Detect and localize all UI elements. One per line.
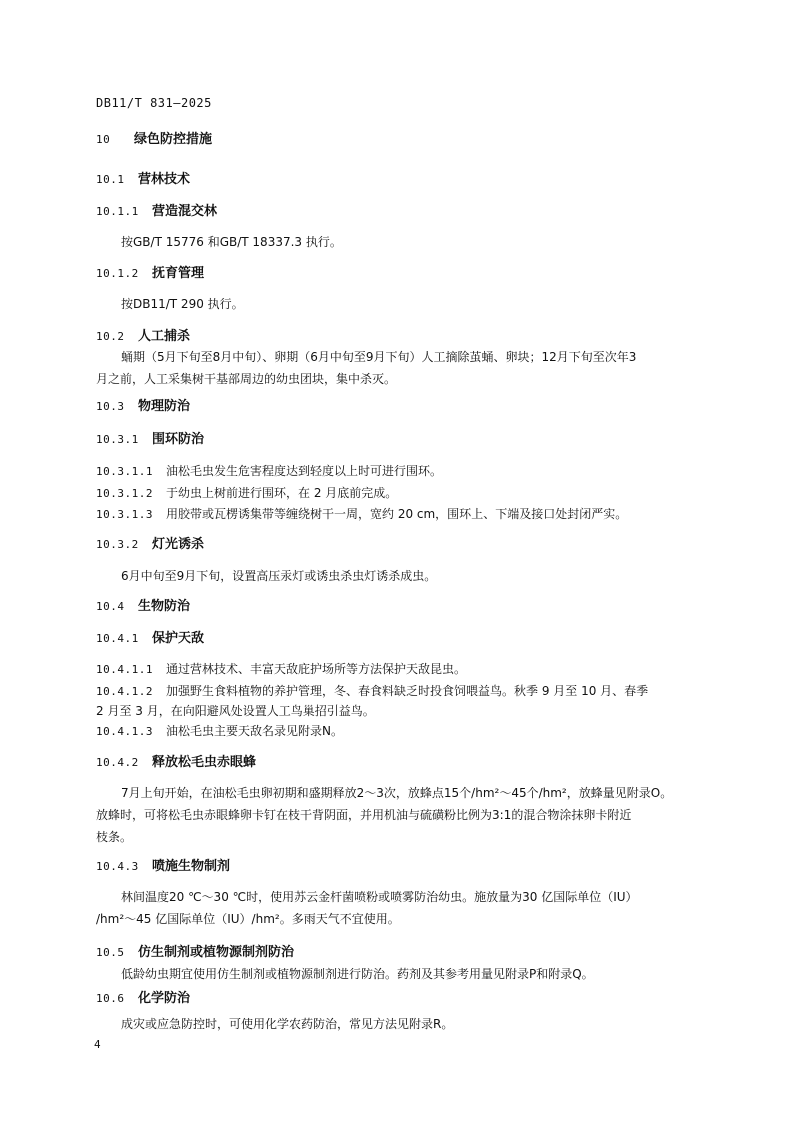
- clause-text: 油松毛虫发生危害程度达到轻度以上时可进行围环。: [166, 464, 443, 478]
- clause-number: 10.3.1.1: [96, 465, 153, 478]
- section-10-4-3-text-line2: /hm²～45 亿国际单位（IU）/hm²。多雨天气不宜使用。: [96, 912, 400, 926]
- section-10-3-2-heading: [96, 536, 204, 554]
- clause-10-4-1-1: [96, 660, 466, 679]
- section-10-5-text: 低龄幼虫期宜使用仿生制剂或植物源制剂进行防治。药剂及其参考用量见附录P和附录Q。: [121, 967, 594, 981]
- clause-10-4-1-2-line2: 2 月至 3 月，在向阳避风处设置人工鸟巢招引益鸟。: [96, 704, 375, 718]
- section-10-4-3-heading: [96, 858, 230, 876]
- section-10-1-1-text: 按GB/T 15776 和GB/T 18337.3 执行。: [121, 235, 342, 249]
- section-10-5-heading: [96, 944, 294, 962]
- section-number: 10.4.1: [96, 632, 139, 645]
- section-10-2-text-line1: 蛹期（5月下旬至8月中旬）、卵期（6月中旬至9月下旬）人工摘除茧蛹、卵块；12月下旬至次年3: [121, 350, 637, 364]
- section-10-3-heading: [96, 398, 190, 416]
- section-number: 10.6: [96, 992, 125, 1005]
- clause-number: 10.3.1.2: [96, 487, 153, 500]
- section-title: 灯光诱杀: [152, 537, 205, 552]
- clause-10-4-1-3: [96, 722, 343, 741]
- section-number: 10: [96, 133, 111, 146]
- section-number: 10.3.1: [96, 433, 139, 446]
- section-10-4-2-text-line1: 7月上旬开始，在油松毛虫卵初期和盛期释放2～3次，放蜂点15个/hm²～45个/hm²，放蜂量见附录O。: [121, 786, 673, 800]
- clause-number: 10.3.1.3: [96, 508, 153, 521]
- section-10-1-2-heading: [96, 265, 204, 283]
- clause-text: 通过营林技术、丰富天敌庇护场所等方法保护天敌昆虫。: [166, 662, 467, 676]
- section-10-2-text-line2: 月之前，人工采集树干基部周边的幼虫团块，集中杀灭。: [96, 372, 397, 386]
- section-number: 10.1: [96, 173, 125, 186]
- section-10-4-2-text-line3: 枝条。: [96, 830, 133, 844]
- section-10-3-2-text: 6月中旬至9月下旬，设置高压汞灯或诱虫杀虫灯诱杀成虫。: [121, 569, 437, 583]
- section-number: 10.5: [96, 946, 125, 959]
- section-title: 生物防治: [138, 599, 191, 614]
- clause-text: 于幼虫上树前进行围环，在 2 月底前完成。: [166, 486, 398, 500]
- section-title: 抚育管理: [152, 266, 205, 281]
- section-number: 10.3.2: [96, 538, 139, 551]
- clause-10-3-1-1: [96, 462, 442, 481]
- section-10-3-1-heading: [96, 431, 204, 449]
- section-10-4-heading: [96, 598, 190, 616]
- section-10-4-2-text-line2: 放蜂时，可将松毛虫赤眼蜂卵卡钉在枝干背阴面，并用机油与硫磺粉比例为3:1的混合物涂抹卵卡附近: [96, 808, 632, 822]
- clause-10-4-1-2: [96, 682, 648, 701]
- section-10-1-heading: [96, 171, 190, 189]
- section-title: 围环防治: [152, 432, 205, 447]
- section-10-heading: [96, 131, 212, 149]
- section-number: 10.1.2: [96, 267, 139, 280]
- clause-number: 10.4.1.3: [96, 725, 153, 738]
- section-title: 绿色防控措施: [134, 132, 213, 147]
- section-number: 10.2: [96, 330, 125, 343]
- section-number: 10.4.2: [96, 756, 139, 769]
- section-number: 10.4.3: [96, 860, 139, 873]
- section-10-4-2-heading: [96, 754, 256, 772]
- section-title: 营造混交林: [152, 204, 218, 219]
- section-number: 10.1.1: [96, 205, 139, 218]
- section-number: 10.4: [96, 600, 125, 613]
- clause-10-3-1-2: [96, 484, 397, 503]
- section-title: 化学防治: [138, 991, 191, 1006]
- page-number: 4: [94, 1038, 102, 1051]
- section-10-1-1-heading: [96, 203, 217, 221]
- clause-text: 用胶带或瓦楞诱集带等缠绕树干一周，宽约 20 cm，围环上、下端及接口处封闭严实。: [166, 507, 628, 521]
- doc-code: DB11/T 831—2025: [96, 96, 212, 110]
- section-10-2-heading: [96, 328, 190, 346]
- section-title: 释放松毛虫赤眼蜂: [152, 755, 257, 770]
- clause-text: 加强野生食料植物的养护管理，冬、春食料缺乏时投食饲喂益鸟。秋季 9 月至 10 月、春季: [166, 684, 649, 698]
- section-title: 仿生制剂或植物源制剂防治: [138, 945, 295, 960]
- section-title: 物理防治: [138, 399, 191, 414]
- clause-text: 油松毛虫主要天敌名录见附录N。: [166, 724, 343, 738]
- section-10-4-1-heading: [96, 630, 204, 648]
- section-title: 保护天敌: [152, 631, 205, 646]
- section-title: 营林技术: [138, 172, 191, 187]
- clause-number: 10.4.1.2: [96, 685, 153, 698]
- section-number: 10.3: [96, 400, 125, 413]
- section-10-1-2-text: 按DB11/T 290 执行。: [121, 297, 244, 311]
- section-10-4-3-text-line1: 林间温度20 ℃～30 ℃时，使用苏云金杆菌喷粉或喷雾防治幼虫。施放量为30 亿国际单位（IU）: [121, 890, 638, 904]
- section-title: 喷施生物制剂: [152, 859, 231, 874]
- clause-number: 10.4.1.1: [96, 663, 153, 676]
- clause-10-3-1-3: [96, 505, 627, 524]
- section-10-6-heading: [96, 990, 190, 1008]
- section-10-6-text: 成灾或应急防控时，可使用化学农药防治，常见方法见附录R。: [121, 1017, 454, 1031]
- section-title: 人工捕杀: [138, 329, 191, 344]
